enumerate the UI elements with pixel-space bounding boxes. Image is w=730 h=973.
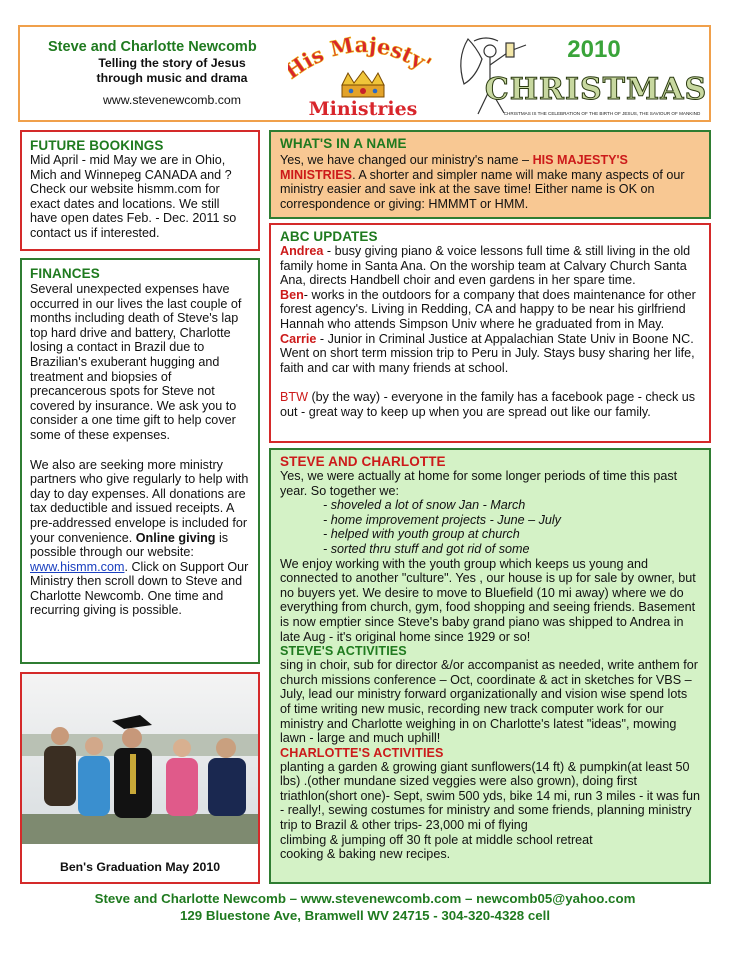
xmas-year: 2010: [567, 36, 621, 63]
ben-update: [280, 288, 700, 332]
steve-and-charlotte-box: [269, 448, 711, 884]
finances-paragraph-2: [30, 458, 250, 619]
whats-in-a-name-text: [280, 153, 700, 211]
photo-caption: Ben's Graduation May 2010: [59, 860, 221, 874]
footer-contact-line: Steve and Charlotte Newcomb – www.stevenewcomb.com – newcomb05@yahoo.com: [94, 891, 636, 906]
steves-activities-title: STEVE'S ACTIVITIES: [280, 644, 407, 659]
newsletter-header: [18, 25, 711, 122]
whats-text-a: Yes, we have changed our ministry's name –: [280, 153, 530, 167]
charlottes-activities-text-2: climbing & jumping off 30 ft pole at middle school retreat: [280, 832, 593, 847]
logo-line-1: is Majesty': [297, 35, 436, 78]
btw-update: [280, 390, 700, 419]
andrea-name: Andrea: [280, 244, 324, 258]
together-list-item: - home improvement projects - June – July: [323, 512, 561, 527]
andrea-text: - busy giving piano & voice lessons full time & still living in the old family home in Santa Ana. On the worship team at Calvary Church Santa Ana, directs Handbell choir and even gardens in her spare time.: [280, 244, 691, 288]
carrie-text: - Junior in Criminal Justice at Appalachian State Univ in Boone NC. Went on short term mission trip to Peru in July. Stays busy sharing her life, faith and car with many friends at school.: [280, 331, 695, 375]
andrea-update: [280, 244, 700, 288]
carrie-name: Carrie: [280, 331, 317, 346]
header-website[interactable]: www.stevenewcomb.com: [102, 93, 242, 107]
graduation-photo: [22, 674, 258, 844]
xmas-word: CHRISTMAS: [484, 72, 708, 107]
together-list-item: - helped with youth group at church: [323, 527, 520, 542]
charlottes-activities-text: planting a garden & growing giant sunflowers(14 ft) & pumpkin(at least 50 lbs) .(other mundane sized veggies were also grown), doing first triathlon(short one)- Sept, swim 500 yds, bike 14 mi, run 3 miles - it was fun - really!, sewing costumes for ministry and some friends, planning ministry trip to Brazil & other trips- 23,000 mi of flying: [280, 759, 700, 833]
finances-p2-text-b: is possible through our website:: [30, 530, 229, 560]
btw-label: BTW: [280, 390, 308, 405]
finances-paragraph-1: Several unexpected expenses have occurred in our lives the last couple of months including death of Steve's lap top hard drive and battery, Charlotte losing a contact in Brazil due to Brazilian's exuberant hugging and treatment and biopsies of precancerous spots for Steve not covered by insurance. We ask you to consider a one time gift to help cover some of these expenses.: [30, 282, 242, 442]
xmas-caption: CHRISTMAS IS THE CELEBRATION OF THE BIRTH OF JESUS, THE SAVIOUR OF MANKIND: [503, 111, 701, 116]
whats-text-b: . A shorter and simpler name will make many aspects of our ministry easier and save ink at the save time! Either name is OK on correspondence or giving: HMMMT or HMM.: [280, 167, 685, 211]
finances-p2-text-c: . Click on Support Our Ministry then scroll down to Steve and Charlotte Newcomb. One time and recurring giving is possible.: [30, 559, 249, 618]
steves-activities-text: sing in choir, sub for director &/or accompanist as needed, write anthem for church missions conference – Oct, coordinate & act in sketches for VBS – July, lead our ministry forward organizationally and vision wise spend lots of time writing new music, recording new track computer work for our ministry and Charlotte weighing in on Charlotte's latest "ideas", mowing lawn - large and much uphill!: [280, 658, 698, 746]
crown-icon: [342, 71, 384, 97]
steve-paragraph: We enjoy working with the youth group which keeps us young and connected to another "culture". Yes , our house is up for sale by owner, but no buyers yet. We desire to move to Bluefield (10 mi away) where we do everything from church, gym, food shopping and seeing friends. Basement is now emptier since Steve's baby grand piano was shipped to Andrea in late Aug - it's original home since 1929 or so!: [280, 556, 696, 644]
abc-updates-title: ABC UPDATES: [280, 229, 378, 244]
steve-and-charlotte-title: STEVE AND CHARLOTTE: [280, 454, 446, 469]
graduation-photo-box: [20, 672, 260, 884]
future-bookings-text: Mid April - mid May we are in Ohio, Mich and Winnepeg CANADA and ? Check our website hismm.com for exact dates and locations. We still have open dates Feb. - Dec. 2011 so contact us if interested.: [30, 153, 237, 240]
steve-intro: Yes, we were actually at home for some longer periods of time this past year. So together we:: [280, 469, 678, 498]
logo-line-2: Ministries: [308, 98, 418, 120]
header-name: Steve and Charlotte Newcomb: [48, 39, 257, 55]
ben-text: - works in the outdoors for a company that does maintenance for other forest agency's. Living in Redding, CA and happy to be near his girlfriend Hannah who attends Simpson Univ where he graduated from in May.: [280, 287, 696, 331]
future-bookings-box: [20, 130, 260, 251]
finances-box: [20, 258, 260, 664]
carrie-update: [280, 332, 700, 376]
charlottes-activities-text-3: cooking & baking new recipes.: [280, 847, 451, 862]
whats-in-a-name-box: [269, 130, 711, 219]
together-list-item: - shoveled a lot of snow Jan - March: [323, 498, 526, 513]
ministry-name: HIS MAJESTY'S MINISTRIES: [280, 153, 628, 182]
future-bookings-title: FUTURE BOOKINGS: [30, 138, 164, 153]
hismm-link[interactable]: www.hismm.com: [30, 559, 125, 574]
online-giving-label: Online giving: [135, 530, 216, 545]
ben-name: Ben: [280, 287, 304, 302]
header-tagline-1: Telling the story of Jesus: [98, 56, 246, 70]
together-list-item: - sorted thru stuff and got rid of some: [323, 541, 530, 556]
btw-text: (by the way) - everyone in the family has a facebook page - check us out - great way to keep up when you are spread out like our family.: [280, 390, 696, 419]
finances-p2-text: We also are seeking more ministry partners who give regularly to help with day to day expenses. All donations are tax deductible and issued receipts. A pre-addressed envelope is included for your convenience.: [30, 457, 249, 545]
abc-updates-box: [269, 223, 711, 443]
charlottes-activities-title: CHARLOTTE'S ACTIVITIES: [280, 745, 444, 760]
his-majestys-ministries-logo: [288, 35, 438, 120]
finances-title: FINANCES: [30, 266, 100, 281]
christmas-2010-graphic: [446, 29, 708, 121]
footer-address-line: 129 Bluestone Ave, Bramwell WV 24715 - 304-320-4328 cell: [179, 908, 551, 923]
header-tagline-2: through music and drama: [96, 71, 248, 85]
whats-in-a-name-title: WHAT'S IN A NAME: [280, 136, 407, 151]
